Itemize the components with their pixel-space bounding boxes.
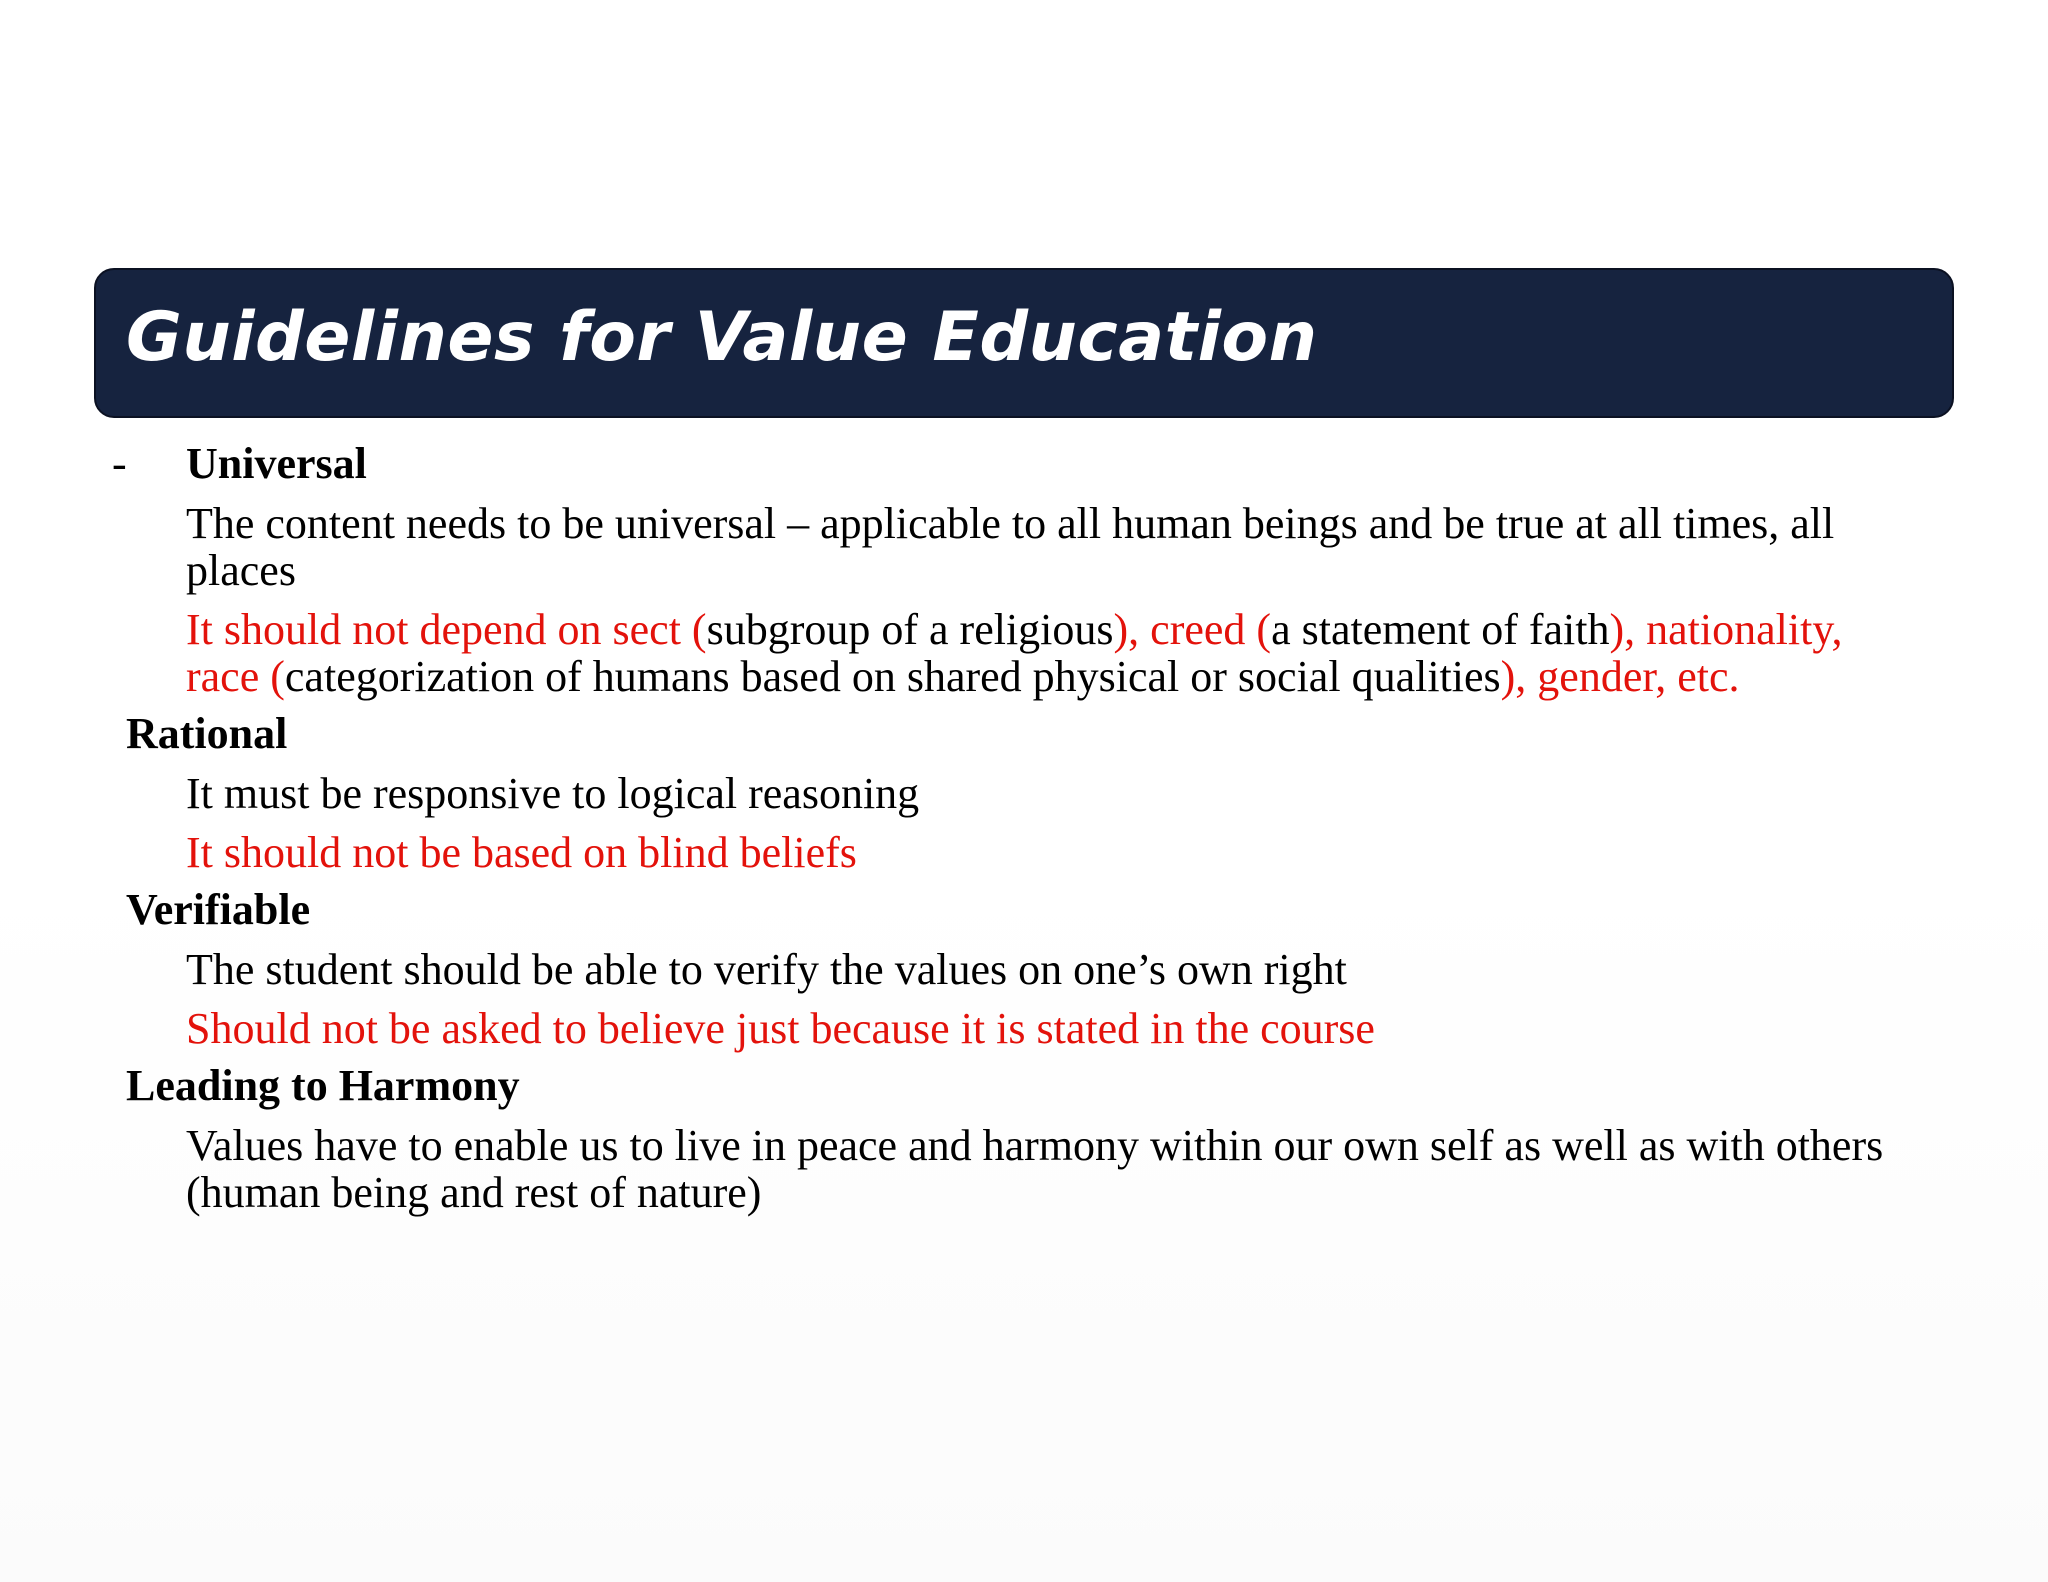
slide-content: [0, 438, 2048, 1216]
heading-verifiable: Verifiable: [126, 885, 311, 934]
bullet-dash: -: [112, 439, 127, 488]
verifiable-caution: Should not be asked to believe just because it is stated in the course: [186, 1004, 1375, 1053]
caution-text-creed: ), creed (: [1113, 605, 1272, 654]
rational-caution: It should not be based on blind beliefs: [186, 828, 857, 877]
section-harmony: [0, 1060, 2048, 1216]
verifiable-description: The student should be able to verify the values on one’s own right: [186, 945, 1347, 994]
rational-description: It must be responsive to logical reasoning: [186, 769, 920, 818]
caution-text-sect: It should not depend on sect (: [186, 605, 707, 654]
section-universal: [0, 438, 2048, 700]
heading-universal: Universal: [186, 439, 367, 488]
definition-creed: a statement of faith: [1271, 605, 1610, 654]
universal-caution: [186, 606, 1906, 700]
definition-race: categorization of humans based on shared physical or social qualities: [284, 652, 1501, 701]
harmony-description: Values have to enable us to live in peace and harmony within our own self as well as with others (human being and rest of nature): [186, 1121, 1884, 1217]
definition-sect: subgroup of a religious: [706, 605, 1114, 654]
heading-harmony: Leading to Harmony: [126, 1061, 520, 1110]
caution-text-race: ), nationality, race (: [186, 605, 1843, 701]
title-bar: [94, 268, 1954, 418]
slide-title: Guidelines for Value Education: [126, 298, 1318, 377]
universal-description: The content needs to be universal – applicable to all human beings and be true at all times, all places: [186, 499, 1835, 595]
heading-rational: Rational: [126, 709, 288, 758]
caution-text-gender: ), gender, etc.: [1500, 652, 1740, 701]
section-verifiable: [0, 884, 2048, 1052]
section-rational: [0, 708, 2048, 876]
